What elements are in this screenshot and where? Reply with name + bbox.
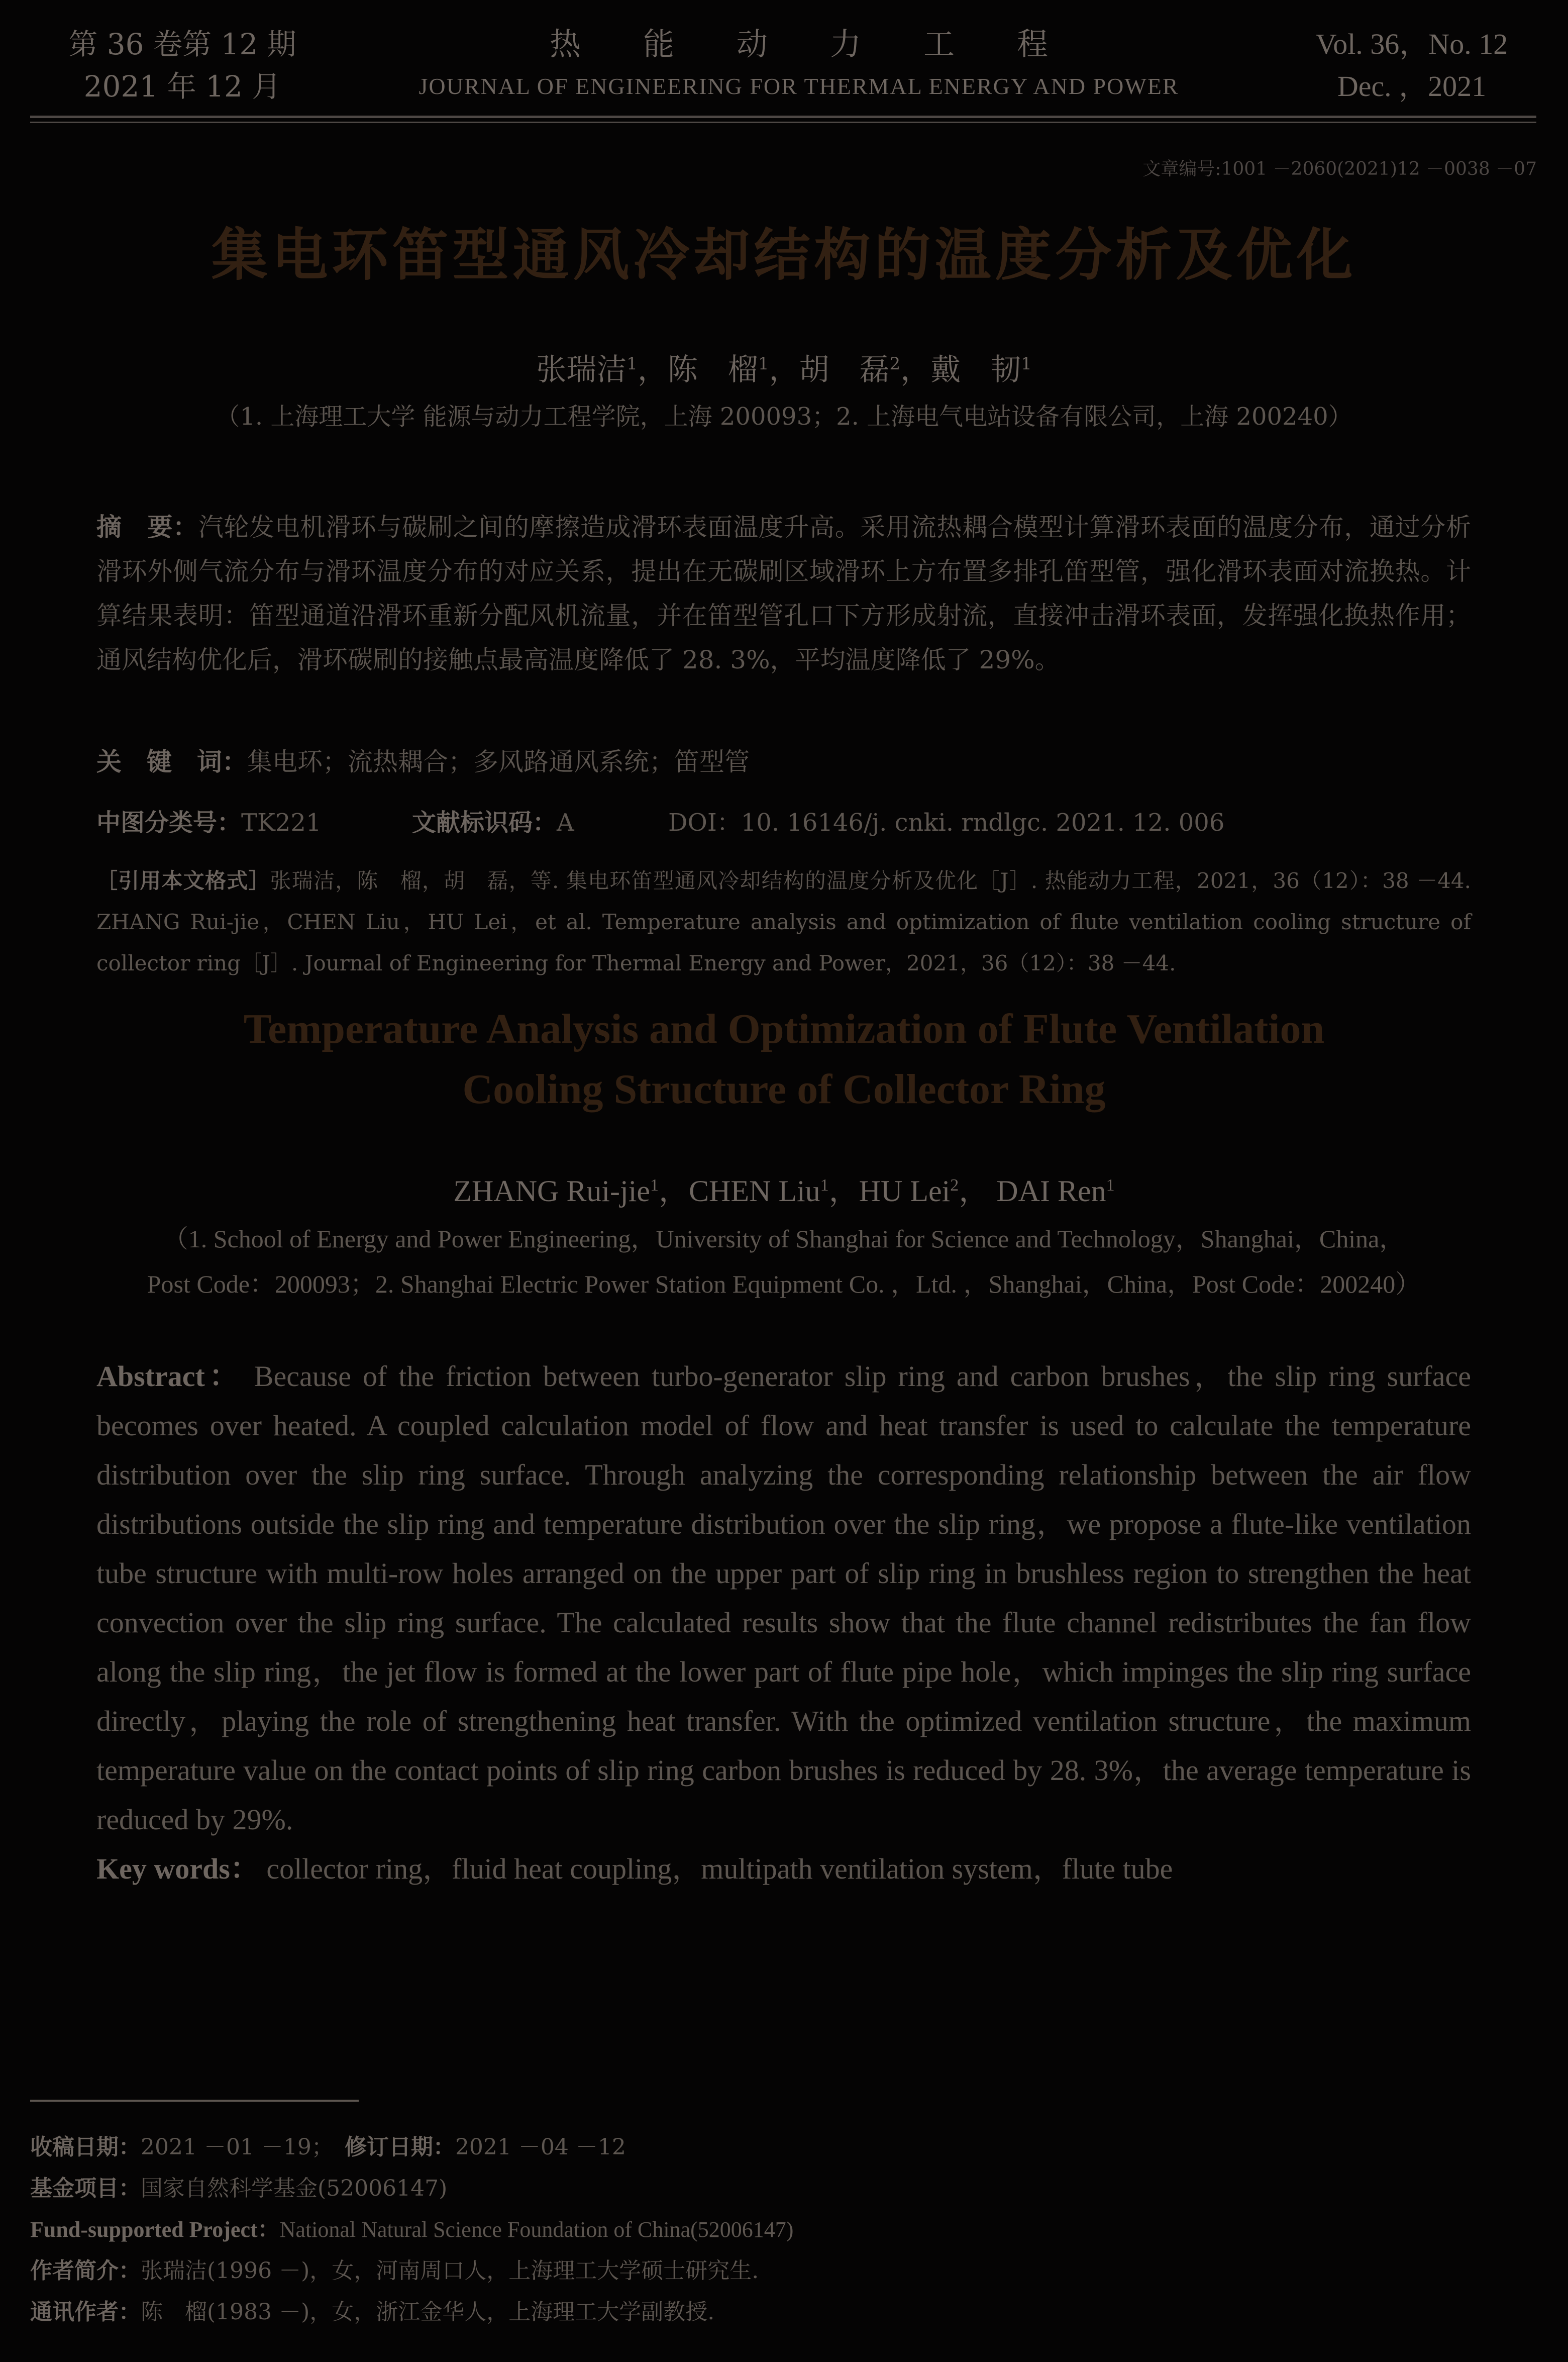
footnote-rule: [30, 2100, 359, 2102]
author-cn-3: 胡 磊: [799, 352, 890, 387]
journal-title-cn: 热 能 动 力 工 程: [549, 26, 1048, 62]
volume-cn: 第 36 卷第 12 期: [68, 27, 296, 61]
article-number: 文章编号:1001 －2060(2021)12 －0038 －07: [1142, 159, 1537, 179]
date-en: Dec. ，2021: [1337, 70, 1487, 103]
keywords-en-text: collector ring，fluid heat coupling，multipath ventilation system，flute tube: [266, 1852, 1173, 1885]
author-cn-2: 陈 榴: [667, 352, 758, 387]
footnote-fund-cn: 基金项目：国家自然科学基金(52006147): [30, 2176, 448, 2201]
author-en-1: ZHANG Rui-jie: [453, 1174, 651, 1208]
volume-en: Vol. 36，No. 12: [1315, 28, 1508, 60]
date-cn: 2021 年 12 月: [83, 69, 281, 104]
author-cn-4: 戴 韧: [930, 352, 1021, 387]
journal-title-en: JOURNAL OF ENGINEERING FOR THERMAL ENERGY AND POWER: [419, 73, 1179, 99]
citation: [96, 860, 1471, 984]
title-cn: 集电环笛型通风冷却结构的温度分析及优化: [211, 223, 1357, 288]
footnote-author: 作者简介：张瑞洁(1996 －)，女，河南周口人，上海理工大学硕士研究生.: [30, 2258, 759, 2284]
abstract-en: [96, 1352, 1471, 1894]
footnote-corresponding: 通讯作者：陈 榴(1983 －)，女，浙江金华人，上海理工大学副教授.: [30, 2299, 715, 2325]
title-en: [0, 999, 1568, 1120]
author-en-4: DAI Ren: [996, 1174, 1106, 1208]
affiliation-en: [96, 1216, 1471, 1307]
footnote-fund-en: Fund-supported Project：National Natural Science Foundation of China(52006147): [30, 2217, 794, 2242]
affiliation-en-line1: （1. School of Energy and Power Engineering，University of Shanghai for Science and Technology，Shanghai，China，: [163, 1225, 1405, 1253]
abstract-cn-label: 摘 要：: [96, 513, 198, 542]
document-code: 文献标识码：A: [412, 809, 574, 837]
title-en-line1: Temperature Analysis and Optimization of Flute Ventilation: [243, 1006, 1325, 1052]
citation-text: 张瑞洁，陈 榴，胡 磊，等. 集电环笛型通风冷却结构的温度分析及优化［J］. 热能动力工程，2021，36（12）：38 －44. ZHANG Rui-jie，CHEN Liu，HU Lei，et al. Temperature analysis and optimization of flute ventilation cooling structure of collector ring［J］. Journal of Engineering for Thermal Energy and Power，2021，36（12）：38 －44.: [96, 868, 1471, 975]
authors-cn: 张瑞洁$^1$，陈 榴$^1$，胡 磊$^2$，戴 韧$^1$: [536, 352, 1032, 387]
abstract-cn-text: 汽轮发电机滑环与碳刷之间的摩擦造成滑环表面温度升高。采用流热耦合模型计算滑环表面的温度分布，通过分析滑环外侧气流分布与滑环温度分布的对应关系，提出在无碳刷区域滑环上方布置多排孔笛型管，强化滑环表面对流换热。计算结果表明：笛型通道沿滑环重新分配风机流量，并在笛型管孔口下方形成射流，直接冲击滑环表面，发挥强化换热作用；通风结构优化后，滑环碳刷的接触点最高温度降低了 28. 3%，平均温度降低了 29%。: [96, 513, 1471, 674]
abstract-en-label: Abstract：: [96, 1360, 243, 1393]
header-rule-bottom: [30, 122, 1536, 123]
abstract-en-text: Because of the friction between turbo-generator slip ring and carbon brushes，the slip ring surface becomes over heated. A coupled calculation model of flow and heat transfer is used to calculate the temperature distribution over the slip ring surface. Through analyzing the corresponding relationship between the air flow distributions outside the slip ring and temperature distribution over the slip ring，we propose a flute-like ventilation tube structure with multi-row holes arranged on the upper part of slip ring in brushless region to strengthen the heat convection over the slip ring surface. The calculated results show that the flute channel redistributes the fan flow along the slip ring，the jet flow is formed at the lower part of flute pipe hole，which impinges the slip ring surface directly，playing the role of strengthening heat transfer. With the optimized ventilation structure，the maximum temperature value on the contact points of slip ring carbon brushes is reduced by 28. 3%，the average temperature is reduced by 29%.: [96, 1360, 1471, 1836]
header-rule-top: [30, 116, 1536, 118]
header-volume-en: [1296, 23, 1527, 108]
doi: DOI：10. 16146/j. cnki. rndlgc. 2021. 12. 006: [668, 809, 1225, 837]
keywords-en-label: Key words：: [96, 1852, 259, 1885]
citation-label: ［引用本文格式］: [96, 868, 270, 893]
title-en-line2: Cooling Structure of Collector Ring: [462, 1066, 1106, 1113]
abstract-cn: [96, 505, 1471, 682]
author-en-3: HU Lei: [859, 1174, 951, 1208]
keywords-cn-text: 集电环；流热耦合；多风路通风系统；笛型管: [247, 747, 750, 776]
clc-number: 中图分类号：TK221: [96, 809, 322, 837]
affiliation-en-line2: Post Code：200093；2. Shanghai Electric Power Station Equipment Co. ，Ltd. ，Shanghai，China，Post Code：200240）: [147, 1270, 1421, 1298]
author-en-2: CHEN Liu: [689, 1174, 820, 1208]
revised-date: 2021 －04 －12: [455, 2134, 626, 2160]
received-date: 2021 －01 －19；: [141, 2134, 323, 2160]
keywords-en: [96, 1844, 1471, 1894]
affiliation-cn: （1. 上海理工大学 能源与动力工程学院，上海 200093；2. 上海电气电站设备有限公司，上海 200240）: [216, 403, 1352, 431]
author-cn-1: 张瑞洁: [536, 352, 627, 387]
authors-en: ZHANG Rui-jie$^1$，CHEN Liu$^1$，HU Lei$^2$， DAI Ren$^1$: [453, 1174, 1115, 1208]
header-journal: [372, 23, 1226, 108]
header-volume-cn: [64, 23, 300, 108]
footnote-dates: 收稿日期：2021 －01 －19； 修订日期：2021 －04 －12: [30, 2134, 626, 2160]
keywords-cn-label: 关 键 词：: [96, 747, 247, 776]
keywords-cn: [96, 740, 1471, 784]
